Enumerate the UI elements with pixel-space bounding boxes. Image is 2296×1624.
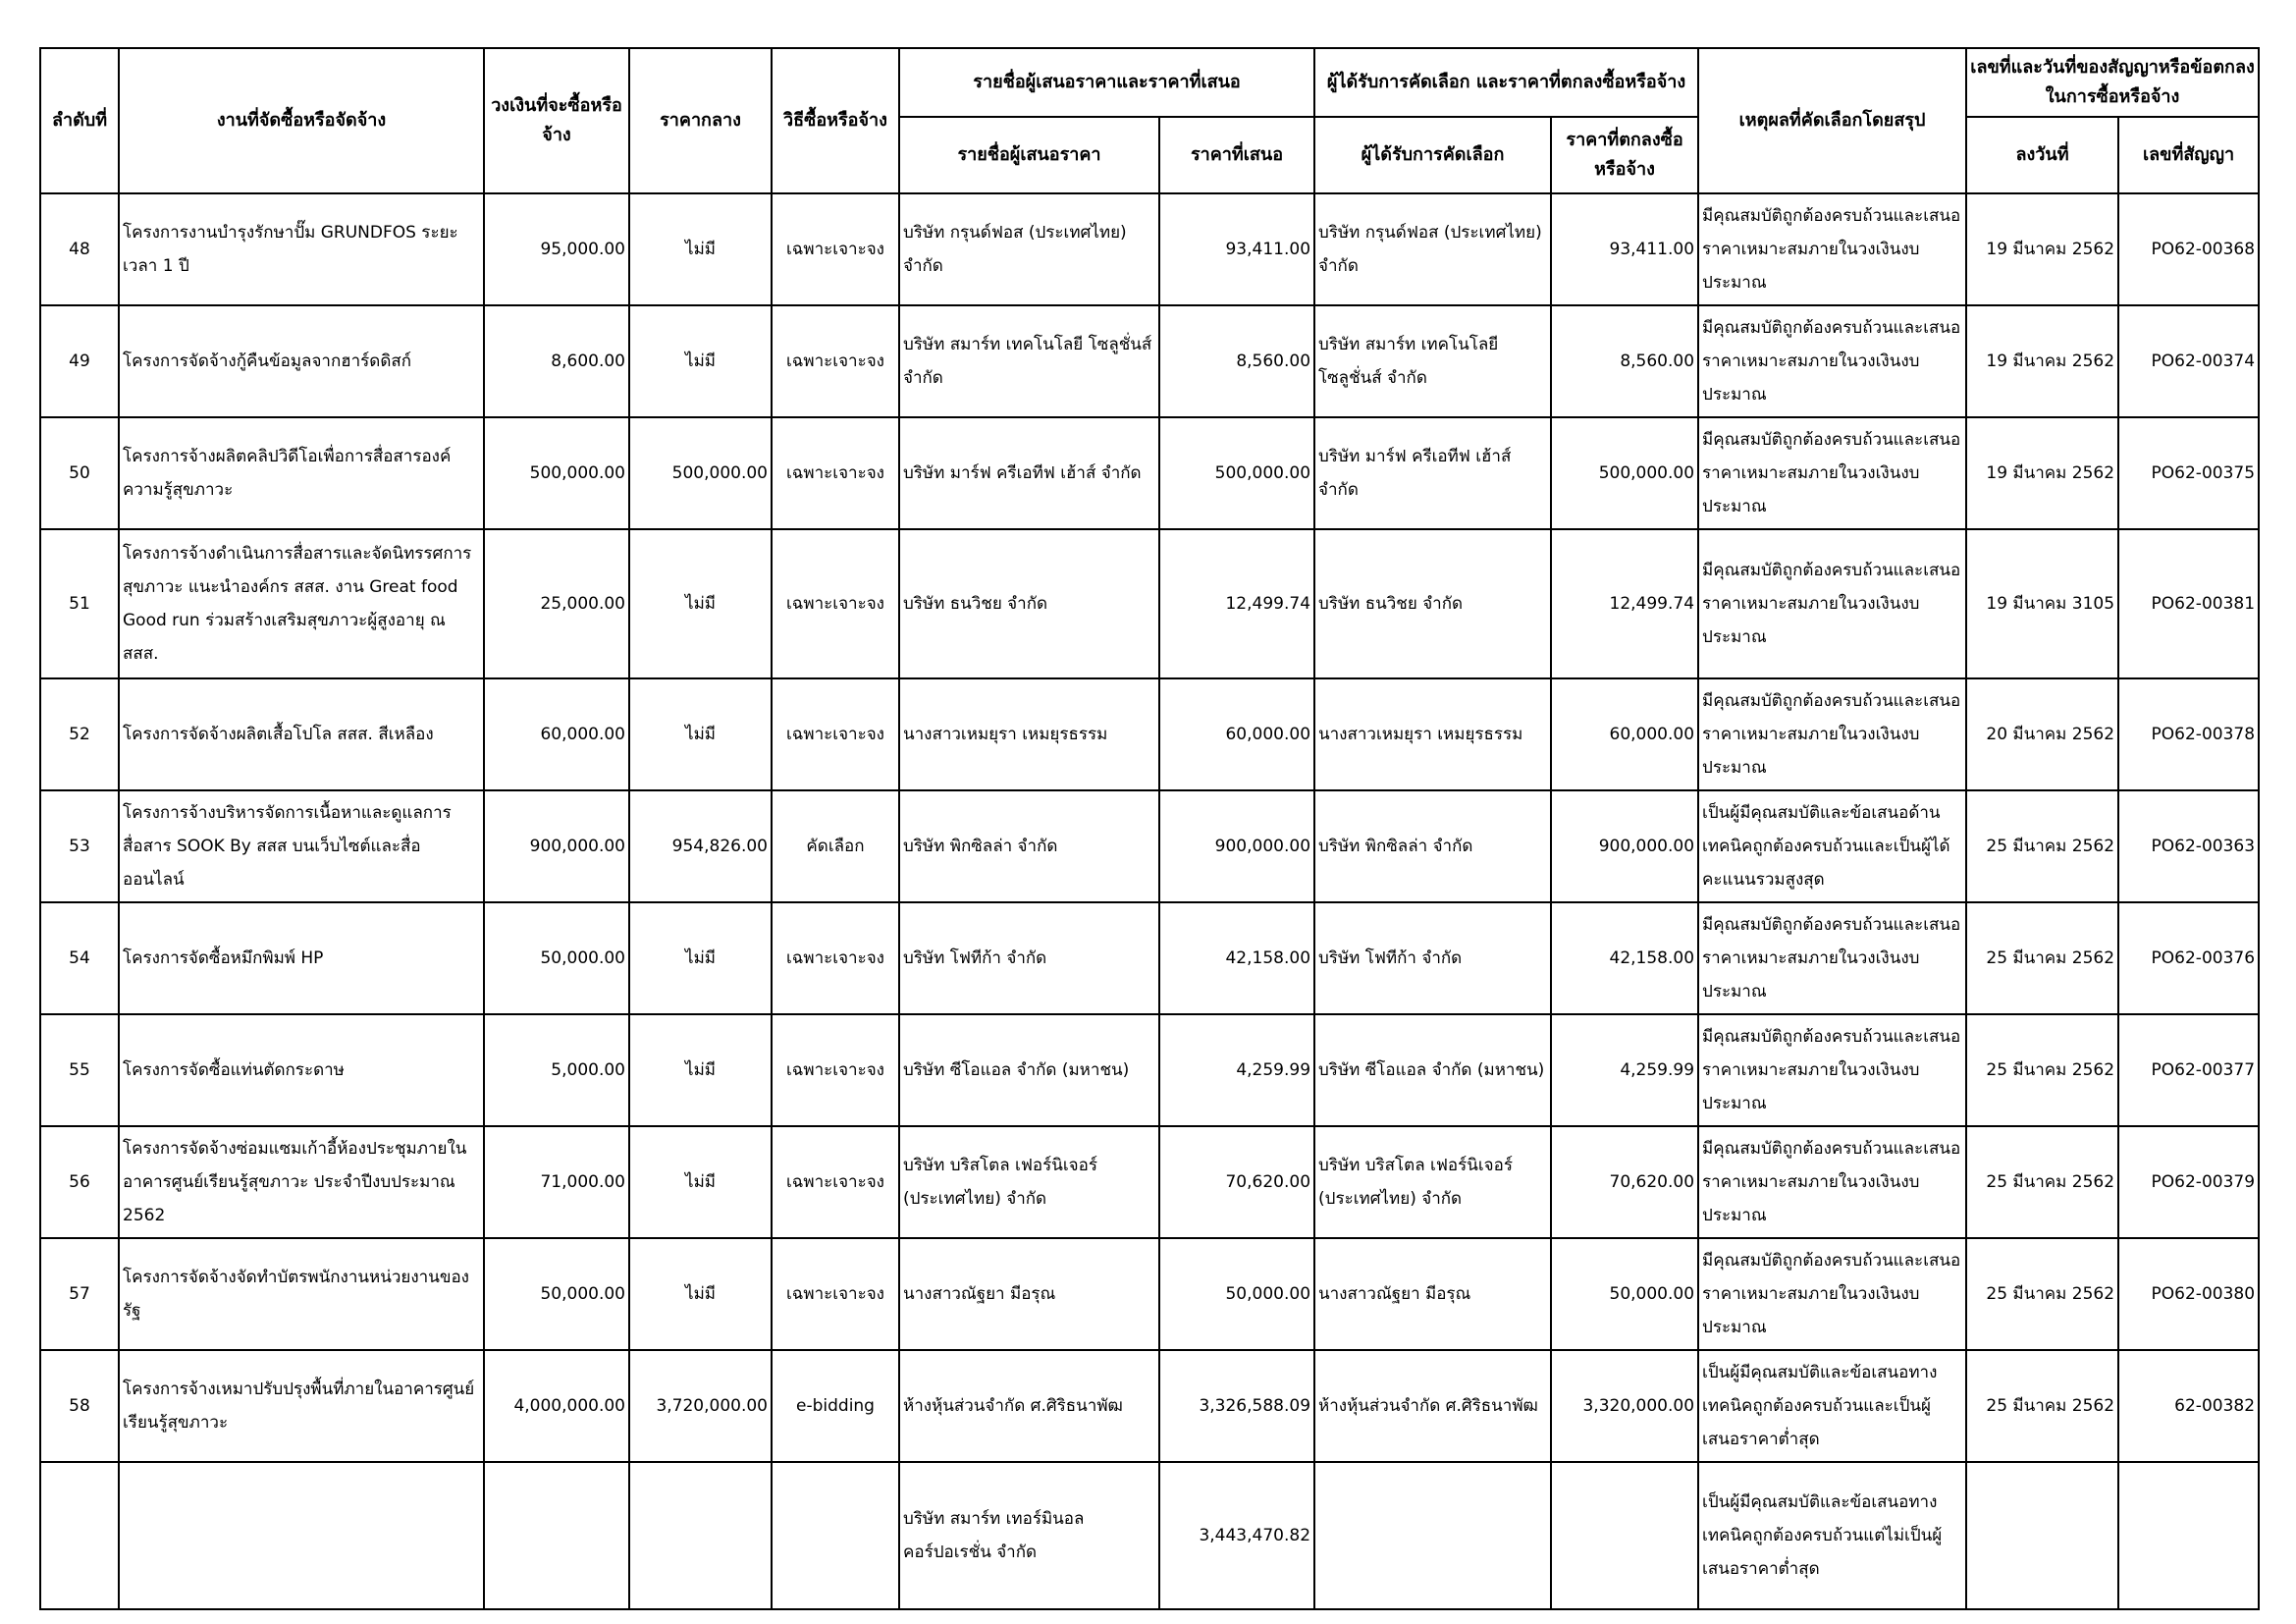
cell-contract-no: PO62-00368 (2118, 193, 2259, 305)
cell-bid-price: 3,443,470.82 (1159, 1462, 1314, 1609)
cell-reason: เป็นผู้มีคุณสมบัติและข้อเสนอทางเทคนิคถูกต้องครบถ้วนแต่ไม่เป็นผู้เสนอราคาต่ำสุด (1698, 1462, 1966, 1609)
table-row (40, 1238, 2259, 1350)
cell-median-price: ไม่มี (629, 193, 772, 305)
cell-method: เฉพาะเจาะจง (772, 529, 899, 678)
cell-median-price: 954,826.00 (629, 790, 772, 902)
cell-budget: 60,000.00 (484, 678, 629, 790)
cell-seq: 56 (40, 1126, 119, 1238)
cell-work: โครงการจ้างเหมาปรับปรุงพื้นที่ภายในอาคารศูนย์เรียนรู้สุขภาวะ (119, 1350, 484, 1462)
cell-contract-no: 62-00382 (2118, 1350, 2259, 1462)
cell-budget: 50,000.00 (484, 902, 629, 1014)
cell-selected: บริษัท พิกซิลล่า จำกัด (1314, 790, 1551, 902)
header-budget: วงเงินที่จะซื้อหรือจ้าง (484, 48, 629, 193)
cell-median-price: ไม่มี (629, 1238, 772, 1350)
cell-method: e-bidding (772, 1350, 899, 1462)
cell-date: 19 มีนาคม 3105 (1966, 529, 2118, 678)
cell-agreed-price: 8,560.00 (1551, 305, 1698, 417)
cell-selected: บริษัท กรุนด์ฟอส (ประเทศไทย) จำกัด (1314, 193, 1551, 305)
header-method: วิธีซื้อหรือจ้าง (772, 48, 899, 193)
cell-bidder: บริษัท มาร์ฟ ครีเอทีฟ เฮ้าส์ จำกัด (899, 417, 1159, 529)
cell-budget: 5,000.00 (484, 1014, 629, 1126)
cell-budget: 500,000.00 (484, 417, 629, 529)
cell-budget (484, 1462, 629, 1609)
cell-agreed-price: 4,259.99 (1551, 1014, 1698, 1126)
cell-contract-no: PO62-00378 (2118, 678, 2259, 790)
cell-work: โครงการงานบำรุงรักษาปั๊ม GRUNDFOS ระยะเวลา 1 ปี (119, 193, 484, 305)
cell-work: โครงการจัดจ้างกู้คืนข้อมูลจากฮาร์ดดิสก์ (119, 305, 484, 417)
table-row (40, 1462, 2259, 1609)
cell-median-price: ไม่มี (629, 1126, 772, 1238)
cell-bidder: บริษัท ซีโอแอล จำกัด (มหาชน) (899, 1014, 1159, 1126)
cell-contract-no: PO62-00375 (2118, 417, 2259, 529)
cell-seq: 50 (40, 417, 119, 529)
cell-date: 19 มีนาคม 2562 (1966, 417, 2118, 529)
cell-agreed-price: 70,620.00 (1551, 1126, 1698, 1238)
cell-bidder: บริษัท สมาร์ท เทคโนโลยี โซลูชั่นส์ จำกัด (899, 305, 1159, 417)
table-row (40, 902, 2259, 1014)
cell-bidder: บริษัท ธนวิชย จำกัด (899, 529, 1159, 678)
cell-reason: มีคุณสมบัติถูกต้องครบถ้วนและเสนอราคาเหมาะสมภายในวงเงินงบประมาณ (1698, 417, 1966, 529)
cell-budget: 4,000,000.00 (484, 1350, 629, 1462)
cell-seq: 58 (40, 1350, 119, 1462)
header-selected-group: ผู้ได้รับการคัดเลือก และราคาที่ตกลงซื้อหรือจ้าง (1314, 48, 1698, 117)
cell-method: เฉพาะเจาะจง (772, 678, 899, 790)
cell-bidder: บริษัท กรุนด์ฟอส (ประเทศไทย) จำกัด (899, 193, 1159, 305)
cell-budget: 50,000.00 (484, 1238, 629, 1350)
table-row (40, 1014, 2259, 1126)
cell-bid-price: 60,000.00 (1159, 678, 1314, 790)
cell-agreed-price (1551, 1462, 1698, 1609)
cell-method (772, 1462, 899, 1609)
cell-work: โครงการจ้างดำเนินการสื่อสารและจัดนิทรรศการสุขภาวะ แนะนำองค์กร สสส. งาน Great food Good run ร่วมสร้างเสริมสุขภาวะผู้สูงอายุ ณ สสส. (119, 529, 484, 678)
cell-bidder: บริษัท บริสโตล เฟอร์นิเจอร์ (ประเทศไทย) จำกัด (899, 1126, 1159, 1238)
header-reason: เหตุผลที่คัดเลือกโดยสรุป (1698, 48, 1966, 193)
cell-reason: มีคุณสมบัติถูกต้องครบถ้วนและเสนอราคาเหมาะสมภายในวงเงินงบประมาณ (1698, 1238, 1966, 1350)
cell-reason: เป็นผู้มีคุณสมบัติและข้อเสนอด้านเทคนิคถูกต้องครบถ้วนและเป็นผู้ได้คะแนนรวมสูงสุด (1698, 790, 1966, 902)
cell-contract-no: PO62-00363 (2118, 790, 2259, 902)
cell-method: เฉพาะเจาะจง (772, 193, 899, 305)
cell-bid-price: 70,620.00 (1159, 1126, 1314, 1238)
cell-method: เฉพาะเจาะจง (772, 902, 899, 1014)
header-contract-group: เลขที่และวันที่ของสัญญาหรือข้อตกลงในการซื้อหรือจ้าง (1966, 48, 2259, 117)
table-row (40, 305, 2259, 417)
table-header (40, 48, 2259, 193)
cell-selected: บริษัท สมาร์ท เทคโนโลยี โซลูชั่นส์ จำกัด (1314, 305, 1551, 417)
cell-median-price: ไม่มี (629, 1014, 772, 1126)
cell-date: 19 มีนาคม 2562 (1966, 193, 2118, 305)
cell-agreed-price: 500,000.00 (1551, 417, 1698, 529)
cell-agreed-price: 42,158.00 (1551, 902, 1698, 1014)
cell-bid-price: 8,560.00 (1159, 305, 1314, 417)
cell-date: 19 มีนาคม 2562 (1966, 305, 2118, 417)
cell-work: โครงการจ้างผลิตคลิปวิดีโอเพื่อการสื่อสารองค์ความรู้สุขภาวะ (119, 417, 484, 529)
cell-reason: เป็นผู้มีคุณสมบัติและข้อเสนอทางเทคนิคถูกต้องครบถ้วนและเป็นผู้เสนอราคาต่ำสุด (1698, 1350, 1966, 1462)
cell-seq: 53 (40, 790, 119, 902)
cell-budget: 71,000.00 (484, 1126, 629, 1238)
table-row (40, 1126, 2259, 1238)
cell-work: โครงการจ้างบริหารจัดการเนื้อหาและดูแลการสื่อสาร SOOK By สสส บนเว็บไซต์และสื่อออนไลน์ (119, 790, 484, 902)
cell-bidder: บริษัท สมาร์ท เทอร์มินอล คอร์ปอเรชั่น จำกัด (899, 1462, 1159, 1609)
header-median-price: ราคากลาง (629, 48, 772, 193)
header-bidders-group: รายชื่อผู้เสนอราคาและราคาที่เสนอ (899, 48, 1314, 117)
cell-bidder: นางสาวเหมยุรา เหมยุรธรรม (899, 678, 1159, 790)
table-row (40, 193, 2259, 305)
table-body (40, 193, 2259, 1609)
cell-seq: 48 (40, 193, 119, 305)
cell-median-price: ไม่มี (629, 305, 772, 417)
cell-contract-no: PO62-00381 (2118, 529, 2259, 678)
procurement-table (39, 47, 2260, 1610)
cell-contract-no: PO62-00377 (2118, 1014, 2259, 1126)
cell-selected: นางสาวเหมยุรา เหมยุรธรรม (1314, 678, 1551, 790)
cell-reason: มีคุณสมบัติถูกต้องครบถ้วนและเสนอราคาเหมาะสมภายในวงเงินงบประมาณ (1698, 305, 1966, 417)
cell-budget: 900,000.00 (484, 790, 629, 902)
cell-work: โครงการจัดจ้างซ่อมแซมเก้าอี้ห้องประชุมภายในอาคารศูนย์เรียนรู้สุขภาวะ ประจำปีงบประมาณ 2562 (119, 1126, 484, 1238)
table-row (40, 417, 2259, 529)
cell-selected: บริษัท ธนวิชย จำกัด (1314, 529, 1551, 678)
header-contract-no: เลขที่สัญญา (2118, 117, 2259, 193)
cell-method: เฉพาะเจาะจง (772, 305, 899, 417)
cell-method: เฉพาะเจาะจง (772, 1126, 899, 1238)
cell-reason: มีคุณสมบัติถูกต้องครบถ้วนและเสนอราคาเหมาะสมภายในวงเงินงบประมาณ (1698, 193, 1966, 305)
cell-reason: มีคุณสมบัติถูกต้องครบถ้วนและเสนอราคาเหมาะสมภายในวงเงินงบประมาณ (1698, 678, 1966, 790)
cell-date: 25 มีนาคม 2562 (1966, 1014, 2118, 1126)
cell-reason: มีคุณสมบัติถูกต้องครบถ้วนและเสนอราคาเหมาะสมภายในวงเงินงบประมาณ (1698, 1014, 1966, 1126)
cell-work: โครงการจัดซื้อหมึกพิมพ์ HP (119, 902, 484, 1014)
cell-date (1966, 1462, 2118, 1609)
cell-bid-price: 3,326,588.09 (1159, 1350, 1314, 1462)
cell-seq (40, 1462, 119, 1609)
cell-method: เฉพาะเจาะจง (772, 1014, 899, 1126)
cell-median-price: ไม่มี (629, 902, 772, 1014)
cell-date: 25 มีนาคม 2562 (1966, 1126, 2118, 1238)
cell-seq: 57 (40, 1238, 119, 1350)
cell-date: 25 มีนาคม 2562 (1966, 1350, 2118, 1462)
cell-bid-price: 4,259.99 (1159, 1014, 1314, 1126)
cell-reason: มีคุณสมบัติถูกต้องครบถ้วนและเสนอราคาเหมาะสมภายในวงเงินงบประมาณ (1698, 529, 1966, 678)
table-row (40, 790, 2259, 902)
cell-seq: 49 (40, 305, 119, 417)
header-agreed-price: ราคาที่ตกลงซื้อหรือจ้าง (1551, 117, 1698, 193)
cell-work: โครงการจัดซื้อแท่นตัดกระดาษ (119, 1014, 484, 1126)
cell-seq: 54 (40, 902, 119, 1014)
cell-agreed-price: 12,499.74 (1551, 529, 1698, 678)
header-seq: ลำดับที่ (40, 48, 119, 193)
cell-selected: บริษัท โฟทีก้า จำกัด (1314, 902, 1551, 1014)
cell-bid-price: 93,411.00 (1159, 193, 1314, 305)
cell-date: 25 มีนาคม 2562 (1966, 902, 2118, 1014)
cell-bid-price: 900,000.00 (1159, 790, 1314, 902)
cell-method: เฉพาะเจาะจง (772, 417, 899, 529)
cell-budget: 25,000.00 (484, 529, 629, 678)
cell-contract-no: PO62-00380 (2118, 1238, 2259, 1350)
cell-method: เฉพาะเจาะจง (772, 1238, 899, 1350)
cell-reason: มีคุณสมบัติถูกต้องครบถ้วนและเสนอราคาเหมาะสมภายในวงเงินงบประมาณ (1698, 902, 1966, 1014)
header-date: ลงวันที่ (1966, 117, 2118, 193)
cell-method: คัดเลือก (772, 790, 899, 902)
cell-contract-no (2118, 1462, 2259, 1609)
cell-date: 25 มีนาคม 2562 (1966, 790, 2118, 902)
cell-median-price: 3,720,000.00 (629, 1350, 772, 1462)
cell-bidder: บริษัท พิกซิลล่า จำกัด (899, 790, 1159, 902)
cell-selected (1314, 1462, 1551, 1609)
cell-contract-no: PO62-00379 (2118, 1126, 2259, 1238)
table-row (40, 1350, 2259, 1462)
cell-work (119, 1462, 484, 1609)
cell-agreed-price: 900,000.00 (1551, 790, 1698, 902)
cell-selected: ห้างหุ้นส่วนจำกัด ศ.ศิริธนาพัฒ (1314, 1350, 1551, 1462)
cell-budget: 95,000.00 (484, 193, 629, 305)
cell-seq: 55 (40, 1014, 119, 1126)
header-bid-price: ราคาที่เสนอ (1159, 117, 1314, 193)
cell-contract-no: PO62-00374 (2118, 305, 2259, 417)
cell-agreed-price: 50,000.00 (1551, 1238, 1698, 1350)
cell-date: 20 มีนาคม 2562 (1966, 678, 2118, 790)
cell-selected: นางสาวณัฐยา มีอรุณ (1314, 1238, 1551, 1350)
header-bidder-name: รายชื่อผู้เสนอราคา (899, 117, 1159, 193)
cell-agreed-price: 3,320,000.00 (1551, 1350, 1698, 1462)
cell-median-price: ไม่มี (629, 678, 772, 790)
cell-agreed-price: 60,000.00 (1551, 678, 1698, 790)
cell-agreed-price: 93,411.00 (1551, 193, 1698, 305)
cell-bidder: ห้างหุ้นส่วนจำกัด ศ.ศิริธนาพัฒ (899, 1350, 1159, 1462)
header-work: งานที่จัดซื้อหรือจัดจ้าง (119, 48, 484, 193)
cell-date: 25 มีนาคม 2562 (1966, 1238, 2118, 1350)
cell-bid-price: 42,158.00 (1159, 902, 1314, 1014)
table-row (40, 529, 2259, 678)
cell-contract-no: PO62-00376 (2118, 902, 2259, 1014)
cell-bid-price: 50,000.00 (1159, 1238, 1314, 1350)
cell-bidder: นางสาวณัฐยา มีอรุณ (899, 1238, 1159, 1350)
cell-reason: มีคุณสมบัติถูกต้องครบถ้วนและเสนอราคาเหมาะสมภายในวงเงินงบประมาณ (1698, 1126, 1966, 1238)
cell-bidder: บริษัท โฟทีก้า จำกัด (899, 902, 1159, 1014)
cell-seq: 51 (40, 529, 119, 678)
header-selected-name: ผู้ได้รับการคัดเลือก (1314, 117, 1551, 193)
cell-bid-price: 500,000.00 (1159, 417, 1314, 529)
cell-seq: 52 (40, 678, 119, 790)
cell-budget: 8,600.00 (484, 305, 629, 417)
cell-work: โครงการจัดจ้างผลิตเสื้อโปโล สสส. สีเหลือง (119, 678, 484, 790)
cell-selected: บริษัท บริสโตล เฟอร์นิเจอร์ (ประเทศไทย) จำกัด (1314, 1126, 1551, 1238)
table-row (40, 678, 2259, 790)
cell-selected: บริษัท ซีโอแอล จำกัด (มหาชน) (1314, 1014, 1551, 1126)
cell-bid-price: 12,499.74 (1159, 529, 1314, 678)
cell-selected: บริษัท มาร์ฟ ครีเอทีฟ เฮ้าส์ จำกัด (1314, 417, 1551, 529)
cell-work: โครงการจัดจ้างจัดทำบัตรพนักงานหน่วยงานของรัฐ (119, 1238, 484, 1350)
cell-median-price: ไม่มี (629, 529, 772, 678)
cell-median-price: 500,000.00 (629, 417, 772, 529)
cell-median-price (629, 1462, 772, 1609)
